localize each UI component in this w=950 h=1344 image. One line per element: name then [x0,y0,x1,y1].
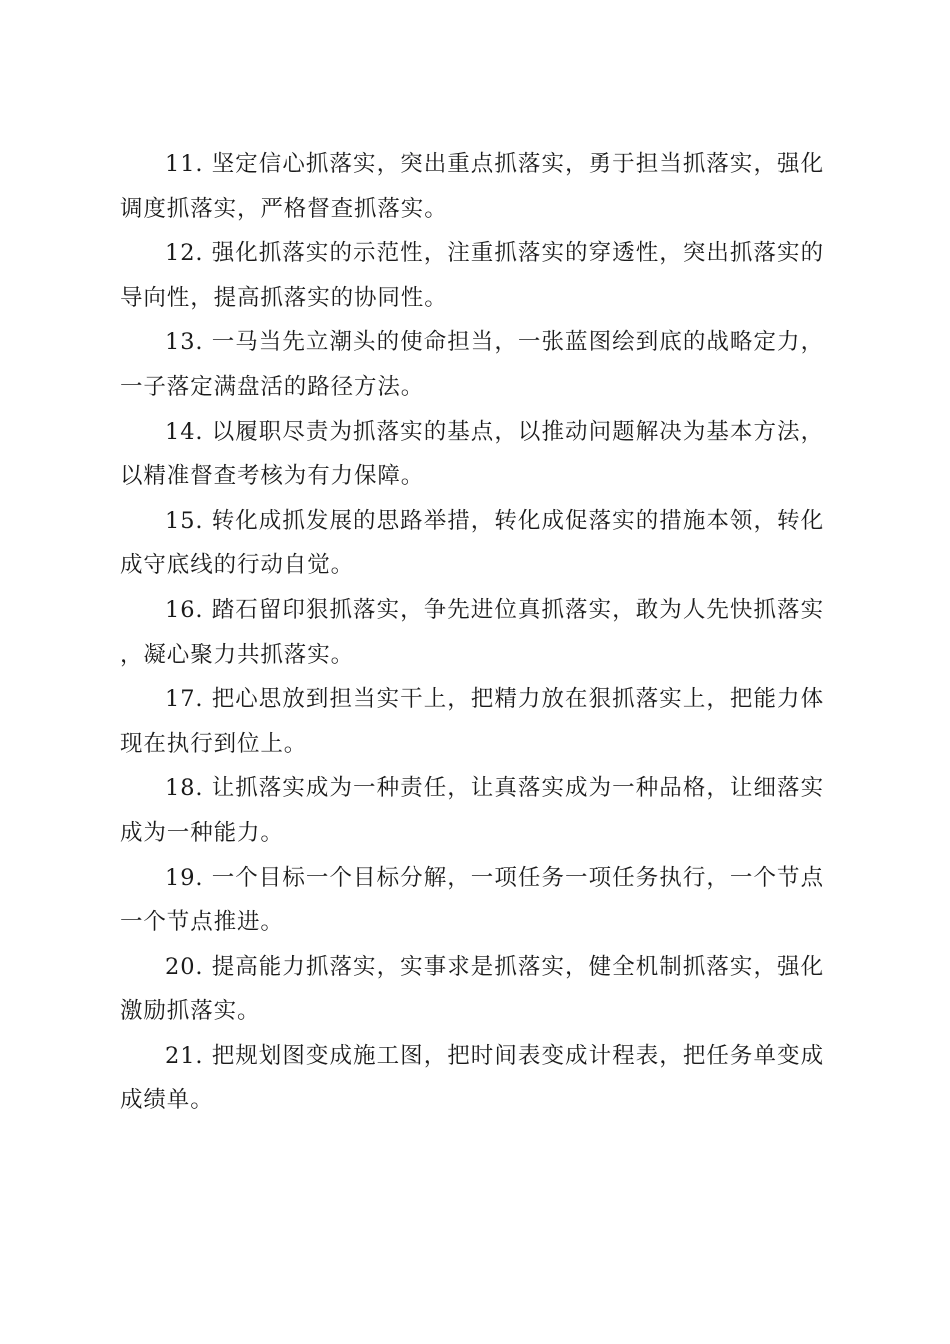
paragraph-18: 18. 让抓落实成为一种责任，让真落实成为一种品格，让细落实成为一种能力。 [120,775,824,846]
paragraph-13: 13. 一马当先立潮头的使命担当，一张蓝图绘到底的战略定力，一子落定满盘活的路径方法。 [120,329,824,400]
paragraph-21: 21. 把规划图变成施工图，把时间表变成计程表，把任务单变成成绩单。 [120,1042,824,1114]
paragraph-17: 17. 把心思放到担当实干上，把精力放在狠抓落实上，把能力体现在执行到位上。 [120,686,824,757]
paragraph-20: 20. 提高能力抓落实，实事求是抓落实，健全机制抓落实，强化激励抓落实。 [120,953,824,1025]
paragraph-16: 16. 踏石留印狠抓落实，争先进位真抓落实，敢为人先快抓落实，凝心聚力共抓落实。 [120,596,824,668]
document-body [120,142,824,1123]
paragraph-19: 19. 一个目标一个目标分解，一项任务一项任务执行，一个节点一个节点推进。 [120,864,824,936]
paragraph-14: 14. 以履职尽责为抓落实的基点，以推动问题解决为基本方法，以精准督查考核为有力保障。 [120,418,824,490]
paragraph-15: 15. 转化成抓发展的思路举措，转化成促落实的措施本领，转化成守底线的行动自觉。 [120,507,824,579]
paragraph-12: 12. 强化抓落实的示范性，注重抓落实的穿透性，突出抓落实的导向性，提高抓落实的协同性。 [120,240,824,311]
paragraph-11: 11. 坚定信心抓落实，突出重点抓落实，勇于担当抓落实，强化调度抓落实，严格督查抓落实。 [120,151,824,222]
